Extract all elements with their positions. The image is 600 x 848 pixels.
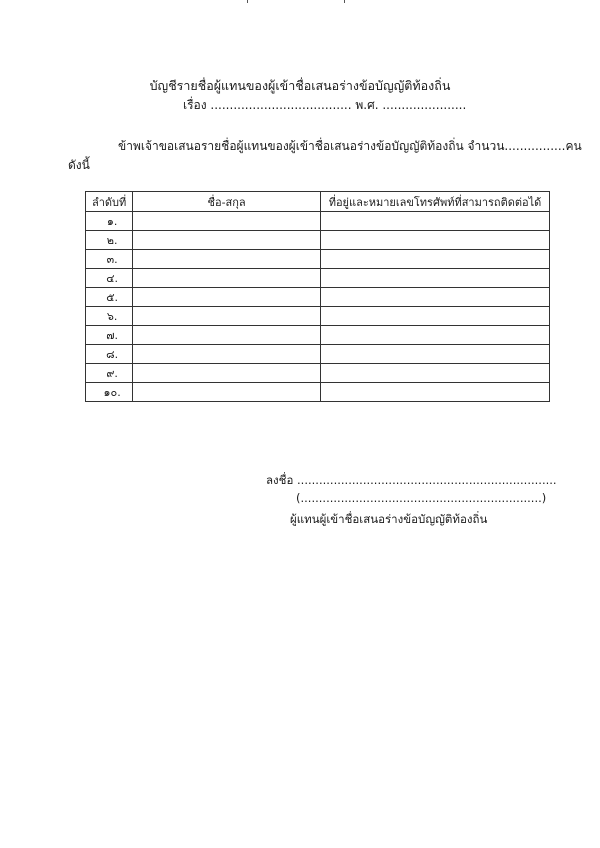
subject-line: เรื่อง ..................................... พ.ศ. ...................... xyxy=(183,98,467,112)
header-address-phone: ที่อยู่และหมายเลขโทรศัพท์ที่สามารถติดต่อได้ xyxy=(321,192,550,212)
row-number: ๗. xyxy=(86,326,133,345)
address-cell[interactable] xyxy=(321,307,550,326)
scan-mark xyxy=(344,0,345,3)
table-row xyxy=(86,269,550,288)
row-number: ๑๐. xyxy=(86,383,133,402)
row-number: ๑. xyxy=(86,212,133,231)
intro-paragraph-line1: ข้าพเจ้าขอเสนอรายชื่อผู้แทนของผู้เข้าชื่อเสนอร่างข้อบัญญัติท้องถิ่น จำนวน................คน xyxy=(118,139,582,153)
scan-mark xyxy=(247,0,248,3)
printed-name-line: (..................................................................) xyxy=(296,491,547,505)
name-cell[interactable] xyxy=(133,364,321,383)
name-cell[interactable] xyxy=(133,383,321,402)
name-cell[interactable] xyxy=(133,269,321,288)
document-title: บัญชีรายชื่อผู้แทนของผู้เข้าชื่อเสนอร่างข้อบัญญัติท้องถิ่น xyxy=(149,78,451,93)
table-row xyxy=(86,212,550,231)
address-cell[interactable] xyxy=(321,250,550,269)
row-number: ๕. xyxy=(86,288,133,307)
table-row xyxy=(86,250,550,269)
address-cell[interactable] xyxy=(321,288,550,307)
row-number: ๙. xyxy=(86,364,133,383)
table-row xyxy=(86,345,550,364)
intro-paragraph-line2: ดังนี้ xyxy=(68,158,90,172)
address-cell[interactable] xyxy=(321,231,550,250)
row-number: ๒. xyxy=(86,231,133,250)
address-cell[interactable] xyxy=(321,364,550,383)
table-row xyxy=(86,364,550,383)
name-cell[interactable] xyxy=(133,307,321,326)
table-row xyxy=(86,383,550,402)
header-name: ชื่อ-สกุล xyxy=(133,192,321,212)
name-cell[interactable] xyxy=(133,326,321,345)
row-number: ๔. xyxy=(86,269,133,288)
signature-line: ลงชื่อ ....................................................................... xyxy=(266,473,557,487)
table-row xyxy=(86,288,550,307)
address-cell[interactable] xyxy=(321,345,550,364)
table-row xyxy=(86,326,550,345)
address-cell[interactable] xyxy=(321,326,550,345)
row-number: ๖. xyxy=(86,307,133,326)
name-cell[interactable] xyxy=(133,231,321,250)
address-cell[interactable] xyxy=(321,383,550,402)
name-cell[interactable] xyxy=(133,345,321,364)
representatives-table xyxy=(85,191,550,402)
name-cell[interactable] xyxy=(133,288,321,307)
row-number: ๓. xyxy=(86,250,133,269)
signer-role: ผู้แทนผู้เข้าชื่อเสนอร่างข้อบัญญัติท้องถิ่น xyxy=(290,512,488,526)
address-cell[interactable] xyxy=(321,269,550,288)
name-cell[interactable] xyxy=(133,250,321,269)
name-cell[interactable] xyxy=(133,212,321,231)
row-number: ๘. xyxy=(86,345,133,364)
header-order: ลำดับที่ xyxy=(86,192,133,212)
table-row xyxy=(86,231,550,250)
table-header-row xyxy=(86,192,550,212)
table-row xyxy=(86,307,550,326)
address-cell[interactable] xyxy=(321,212,550,231)
